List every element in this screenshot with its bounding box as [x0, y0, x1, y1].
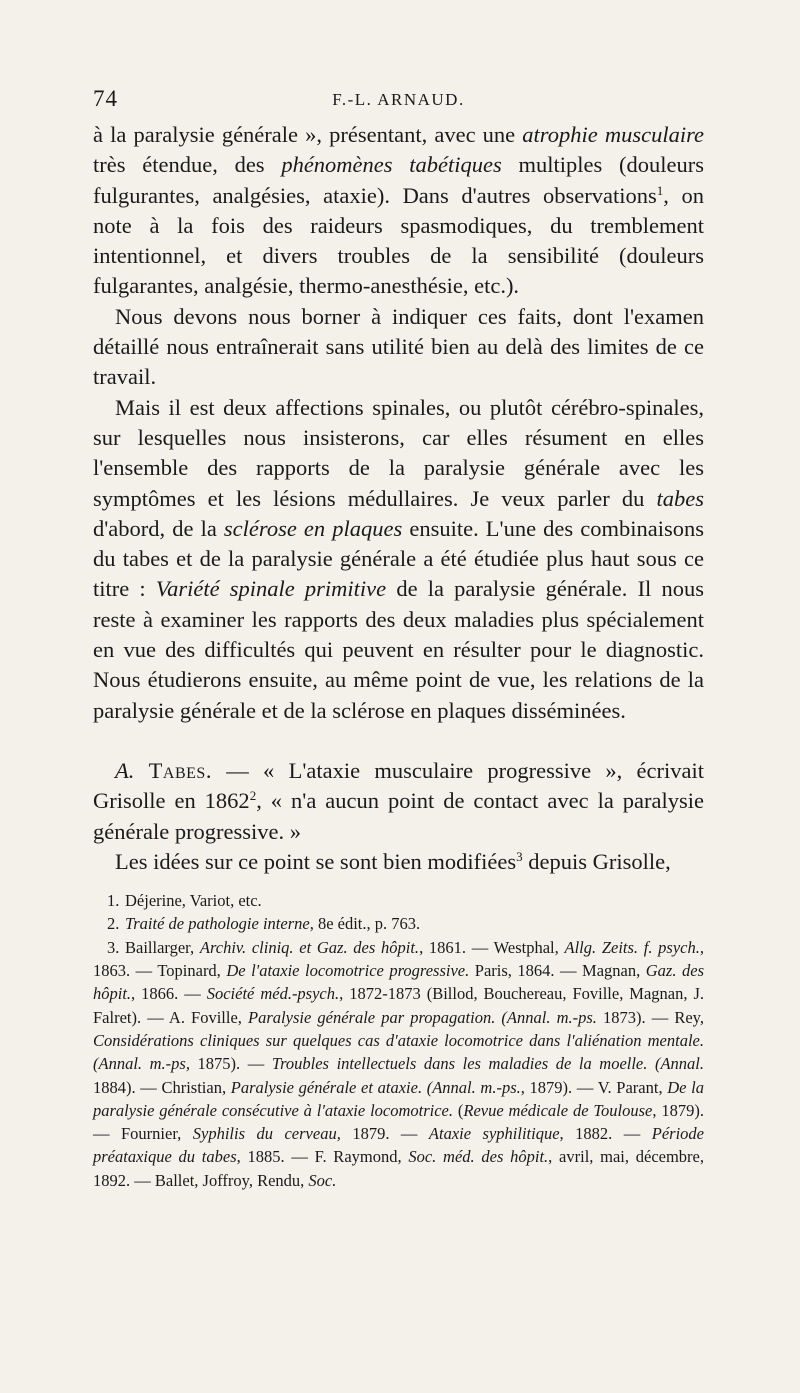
- running-author: F.-L. ARNAUD.: [332, 90, 465, 109]
- italic-run: Allg. Zeits. f. psych.: [564, 937, 700, 957]
- text-run: ensuite. L'une des combinaisons du tabes et de la paralysie générale a été étudiée plus haut sous ce titre :: [93, 515, 705, 602]
- italic-run: Paralysie générale et ataxie. (Annal. m.-ps.: [230, 1077, 521, 1097]
- text-run: , 1885. — F. Raymond,: [236, 1147, 409, 1167]
- paragraph-3: [93, 393, 704, 726]
- italic-run: sclérose en plaques: [223, 515, 403, 541]
- italic-run: Paralysie générale par propagation. (Annal. m.-ps.: [248, 1007, 597, 1027]
- text-run: , on note à la fois des raideurs spasmodiques, du tremblement intentionnel, et divers troubles de la sensibilité (douleurs fulgarantes, analgésie, thermo-anesthésie, etc.).: [93, 182, 704, 299]
- section-heading: Tabes.: [148, 757, 212, 783]
- page-number: 74: [93, 86, 118, 111]
- body-text: [93, 120, 704, 877]
- running-head: [93, 86, 704, 120]
- text-run: Paris, 1864. — Magnan,: [469, 961, 646, 981]
- italic-run: Période préataxique du tabes: [93, 1124, 704, 1167]
- text-run: , « n'a aucun point de contact avec la paralysie générale progressive. »: [93, 788, 704, 844]
- text-run: 1884). — Christian,: [93, 1077, 231, 1097]
- footnote-3: [93, 936, 704, 1192]
- italic-run: Variété spinale primitive: [155, 576, 387, 602]
- text-run: 1875). —: [189, 1054, 272, 1074]
- text-run: Les idées sur ce point se sont bien modifiées: [115, 848, 517, 874]
- text-run: , avril, mai, décembre, 1892. — Ballet, Joffroy, Rendu,: [93, 1147, 704, 1190]
- section-tabes: [93, 756, 704, 847]
- italic-run: De la paralysie générale consécutive à l'ataxie locomotrice.: [93, 1077, 704, 1120]
- paragraph-1: [93, 120, 704, 302]
- text-run: Mais il est deux affections spinales, ou plutôt cérébro-spinales, sur lesquelles nous insisterons, car elles résument en elles l'ensemble des rapports de la paralysie générale avec les symptômes et les lésions médullaires. Je veux parler du: [93, 394, 704, 511]
- text-run: de la paralysie générale. Il nous reste à examiner les rapports des deux maladies plus spécialement en vue des difficultés qui peuvent en résulter pour le diagnostic. Nous étudierons ensuite, au même point de vue, les relations de la paralysie générale et de la sclérose en plaques disséminées.: [93, 576, 704, 723]
- text-run: depuis Grisolle,: [522, 848, 671, 874]
- italic-run: Syphilis du cerveau,: [192, 1124, 341, 1144]
- footnote-ref: 3: [516, 848, 523, 864]
- italic-run: De l'ataxie locomotrice progressive.: [226, 961, 470, 981]
- footnote-2: [93, 912, 704, 935]
- text-run: , 1879). — Fournier,: [93, 1100, 704, 1144]
- text-run: , 1866. —: [131, 984, 207, 1004]
- italic-run: Archiv. cliniq. et Gaz. des hôpit.: [199, 937, 420, 957]
- italic-run: Traité de pathologie interne: [125, 914, 310, 934]
- footnotes: [93, 889, 704, 1192]
- text-run: , 1861. — Westphal,: [419, 937, 565, 957]
- text-run: , 1863. — Topinard,: [93, 937, 704, 981]
- italic-run: Société méd.-psych.: [206, 984, 340, 1004]
- text-run: Baillarger,: [125, 937, 200, 957]
- text-run: à la paralysie générale », présentant, avec une: [93, 122, 523, 147]
- italic-run: Revue médicale de Toulouse: [463, 1100, 653, 1120]
- section-letter: A.: [115, 757, 135, 783]
- text-run: , 1872-1873 (Billod, Bouchereau, Foville, Magnan, J. Falret). — A. Foville,: [93, 984, 704, 1027]
- text-run: 1873). — Rey,: [596, 1007, 704, 1027]
- footnote-ref: 1: [656, 182, 664, 198]
- text-run: , 1879). — V. Parant,: [520, 1077, 668, 1097]
- text-run: 1879. —: [340, 1124, 429, 1144]
- italic-run: phénomènes tabétiques: [281, 152, 502, 178]
- paragraph-5: [93, 847, 704, 877]
- italic-run: Ataxie syphilitique: [428, 1124, 560, 1144]
- text-run: Déjerine, Variot, etc.: [125, 891, 262, 911]
- text-run: , 8e édit., p. 763.: [309, 914, 421, 934]
- text-run: d'abord, de la: [93, 515, 224, 541]
- footnote-number: 2.: [107, 914, 120, 934]
- italic-run: atrophie musculaire: [522, 122, 704, 147]
- footnote-1: [93, 889, 704, 912]
- footnote-number: 3.: [107, 937, 120, 957]
- italic-run: Gaz. des hôpit.: [93, 961, 704, 1004]
- italic-run: tabes: [656, 485, 704, 511]
- italic-run: Soc.: [308, 1170, 337, 1190]
- text-run: très étendue, des: [93, 152, 282, 178]
- footnote-number: 1.: [107, 891, 120, 911]
- text-run: — « L'ataxie musculaire progressive », écrivait Grisolle en 1862: [93, 757, 705, 814]
- paragraph-2: Nous devons nous borner à indiquer ces faits, dont l'examen détaillé nous entraînerait sans utilité bien au delà des limites de ce travail.: [93, 303, 704, 390]
- text-run: , 1882. —: [559, 1124, 652, 1144]
- text-run: (: [453, 1100, 464, 1120]
- italic-run: Troubles intellectuels dans les maladies de la moelle. (Annal.: [271, 1054, 704, 1074]
- footnote-ref: 2: [249, 788, 257, 804]
- italic-run: Considérations cliniques sur quelques cas d'ataxie locomotrice dans l'aliénation mentale. (Annal. m.-ps,: [93, 1030, 704, 1074]
- text-run: multiples (douleurs fulgurantes, analgésies, ataxie). Dans d'autres observations: [93, 152, 704, 208]
- italic-run: Soc. méd. des hôpit.: [408, 1147, 549, 1167]
